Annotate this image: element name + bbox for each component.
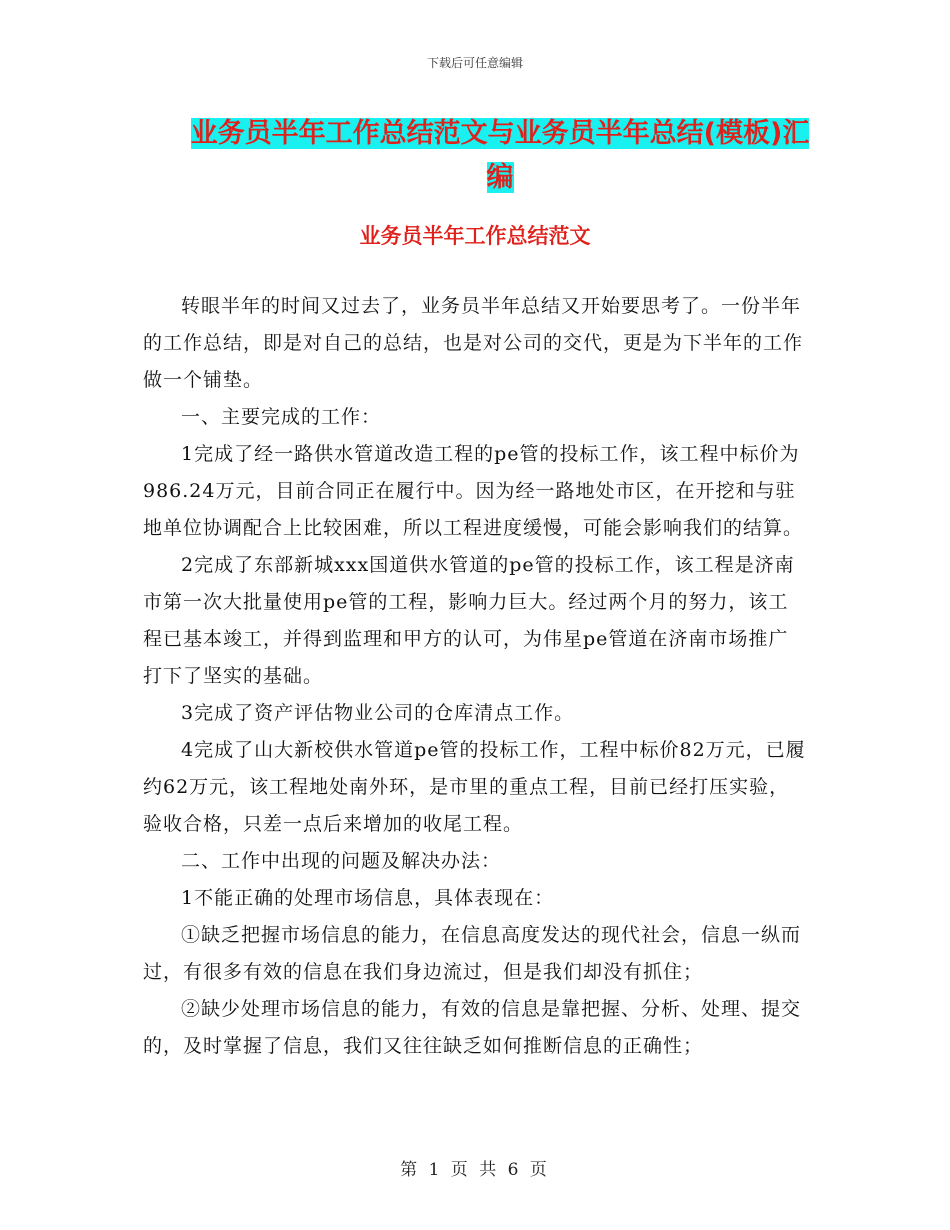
paragraph-item-2: 2完成了东部新城xxx国道供水管道的pe管的投标工作，该工程是济南市第一次大批量使用pe管的工程，影响力巨大。经过两个月的努力，该工程已基本竣工，并得到监理和甲方的认可，为伟星pe管道在济南市场推广打下了坚实的基础。 [143, 554, 795, 687]
document-title-text: 业务员半年工作总结范文与业务员半年总结(模板)汇编 [190, 118, 810, 193]
paragraph-problem-1a: ①缺乏把握市场信息的能力，在信息高度发达的现代社会，信息一纵而过，有很多有效的信息在我们身边流过，但是我们却没有抓住； [143, 924, 802, 983]
paragraph-item-1: 1完成了经一路供水管道改造工程的pe管的投标工作，该工程中标价为986.24万元，目前合同正在履行中。因为经一路地处市区，在开挖和与驻地单位协调配合上比较困难，所以工程进度缓慢，可能会影响我们的结算。 [143, 443, 804, 539]
document-title [190, 112, 810, 200]
page-number-footer: 第 1 页 共 6 页 [400, 1160, 550, 1180]
heading-main-work: 一、主要完成的工作： [181, 406, 382, 428]
paragraph-problem-1: 1不能正确的处理市场信息，具体表现在： [181, 887, 555, 909]
page-header-note: 下载后可任意编辑 [426, 56, 523, 70]
document-body [143, 288, 807, 1065]
paragraph-item-4: 4完成了山大新校供水管道pe管的投标工作，工程中标价82万元，已履约62万元，该工程地处南外环，是市里的重点工程，目前已经打压实验，验收合格，只差一点后来增加的收尾工程。 [143, 739, 806, 835]
paragraph-problem-1b: ②缺少处理市场信息的能力，有效的信息是靠把握、分析、处理、提交的，及时掌握了信息，我们又往往缺乏如何推断信息的正确性； [143, 998, 802, 1057]
heading-problems: 二、工作中出现的问题及解决办法： [181, 850, 502, 872]
paragraph-intro: 转眼半年的时间又过去了，业务员半年总结又开始要思考了。一份半年的工作总结，即是对自己的总结，也是对公司的交代，更是为下半年的工作做一个铺垫。 [143, 295, 804, 391]
paragraph-item-3: 3完成了资产评估物业公司的仓库清点工作。 [181, 702, 575, 724]
section-title: 业务员半年工作总结范文 [359, 224, 591, 248]
